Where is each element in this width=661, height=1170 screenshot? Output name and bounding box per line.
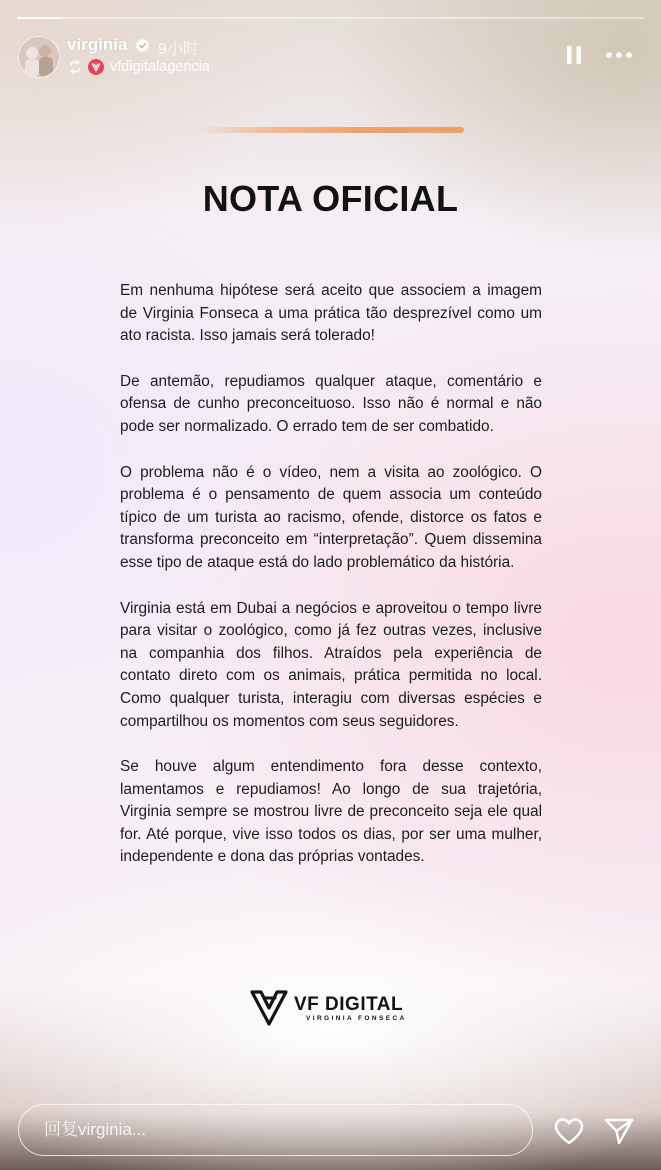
statement-paragraph: De antemão, repudiamos qualquer ataque, comentário e ofensa de cunho preconceituoso. Isso não é normal e não pode ser normalizado. O errado tem de ser combatido. bbox=[120, 372, 542, 435]
source-account-avatar[interactable] bbox=[88, 59, 104, 75]
page-title: NOTA OFICIAL bbox=[202, 178, 459, 219]
statement-paragraph: Virginia está em Dubai a negócios e aproveitou o tempo livre para visitar o zoológico, como já fez outras vezes, inclusive na companhia dos filhos. Atraídos pela experiência de contato direto com os animais, prática permitida no local. Como qualquer turista, interagiu com diversas espécies e compartilhou os momentos com seus seguidores. bbox=[120, 599, 542, 730]
username[interactable]: virginia bbox=[67, 35, 128, 54]
statement-body bbox=[120, 280, 542, 892]
statement-paragraph: O problema não é o vídeo, nem a visita ao zoológico. O problema é o pensamento de quem associa um conteúdo típico de um turista ao racismo, ofende, distorce os fatos e transforma preconceito em “interpretação”. Quem dissemina esse tipo de ataque está do lado problemático da história. bbox=[120, 463, 542, 571]
statement-paragraph: Se houve algum entendimento fora desse contexto, lamentamos e repudiamos! Ao longo de sua trajetória, Virginia sempre se mostrou livre de preconceito seja ele qual for. Até porque, vive isso todos os dias, por ser uma mulher, independente e dona das próprias vontades. bbox=[120, 758, 542, 866]
statement-paragraph: Em nenhuma hipótese será aceito que associem a imagem de Virginia Fonseca a uma prática tão desprezível como um ato racista. Isso jamais será tolerado! bbox=[120, 282, 542, 345]
vf-logo-mark-icon bbox=[249, 988, 289, 1028]
verified-badge-icon bbox=[135, 38, 150, 53]
send-icon[interactable] bbox=[603, 1116, 635, 1146]
logo-subtitle: VIRGINIA FONSECA bbox=[306, 1015, 407, 1022]
user-avatar[interactable] bbox=[18, 36, 60, 78]
source-account-name[interactable]: vfdigitalagencia bbox=[110, 59, 210, 75]
vf-digital-logo bbox=[249, 988, 414, 1028]
accent-divider bbox=[198, 127, 464, 133]
story-progress-bar bbox=[17, 17, 644, 19]
repost-icon bbox=[68, 60, 82, 74]
vf-logo-icon bbox=[91, 62, 101, 72]
more-options-icon[interactable] bbox=[605, 46, 633, 64]
pause-icon[interactable] bbox=[565, 45, 583, 65]
story-progress-fill bbox=[17, 17, 61, 19]
heart-icon[interactable] bbox=[553, 1116, 585, 1146]
reply-input[interactable] bbox=[18, 1104, 533, 1156]
post-timestamp: 9小时 bbox=[158, 41, 199, 58]
logo-wordmark: VF DIGITAL bbox=[294, 994, 404, 1015]
